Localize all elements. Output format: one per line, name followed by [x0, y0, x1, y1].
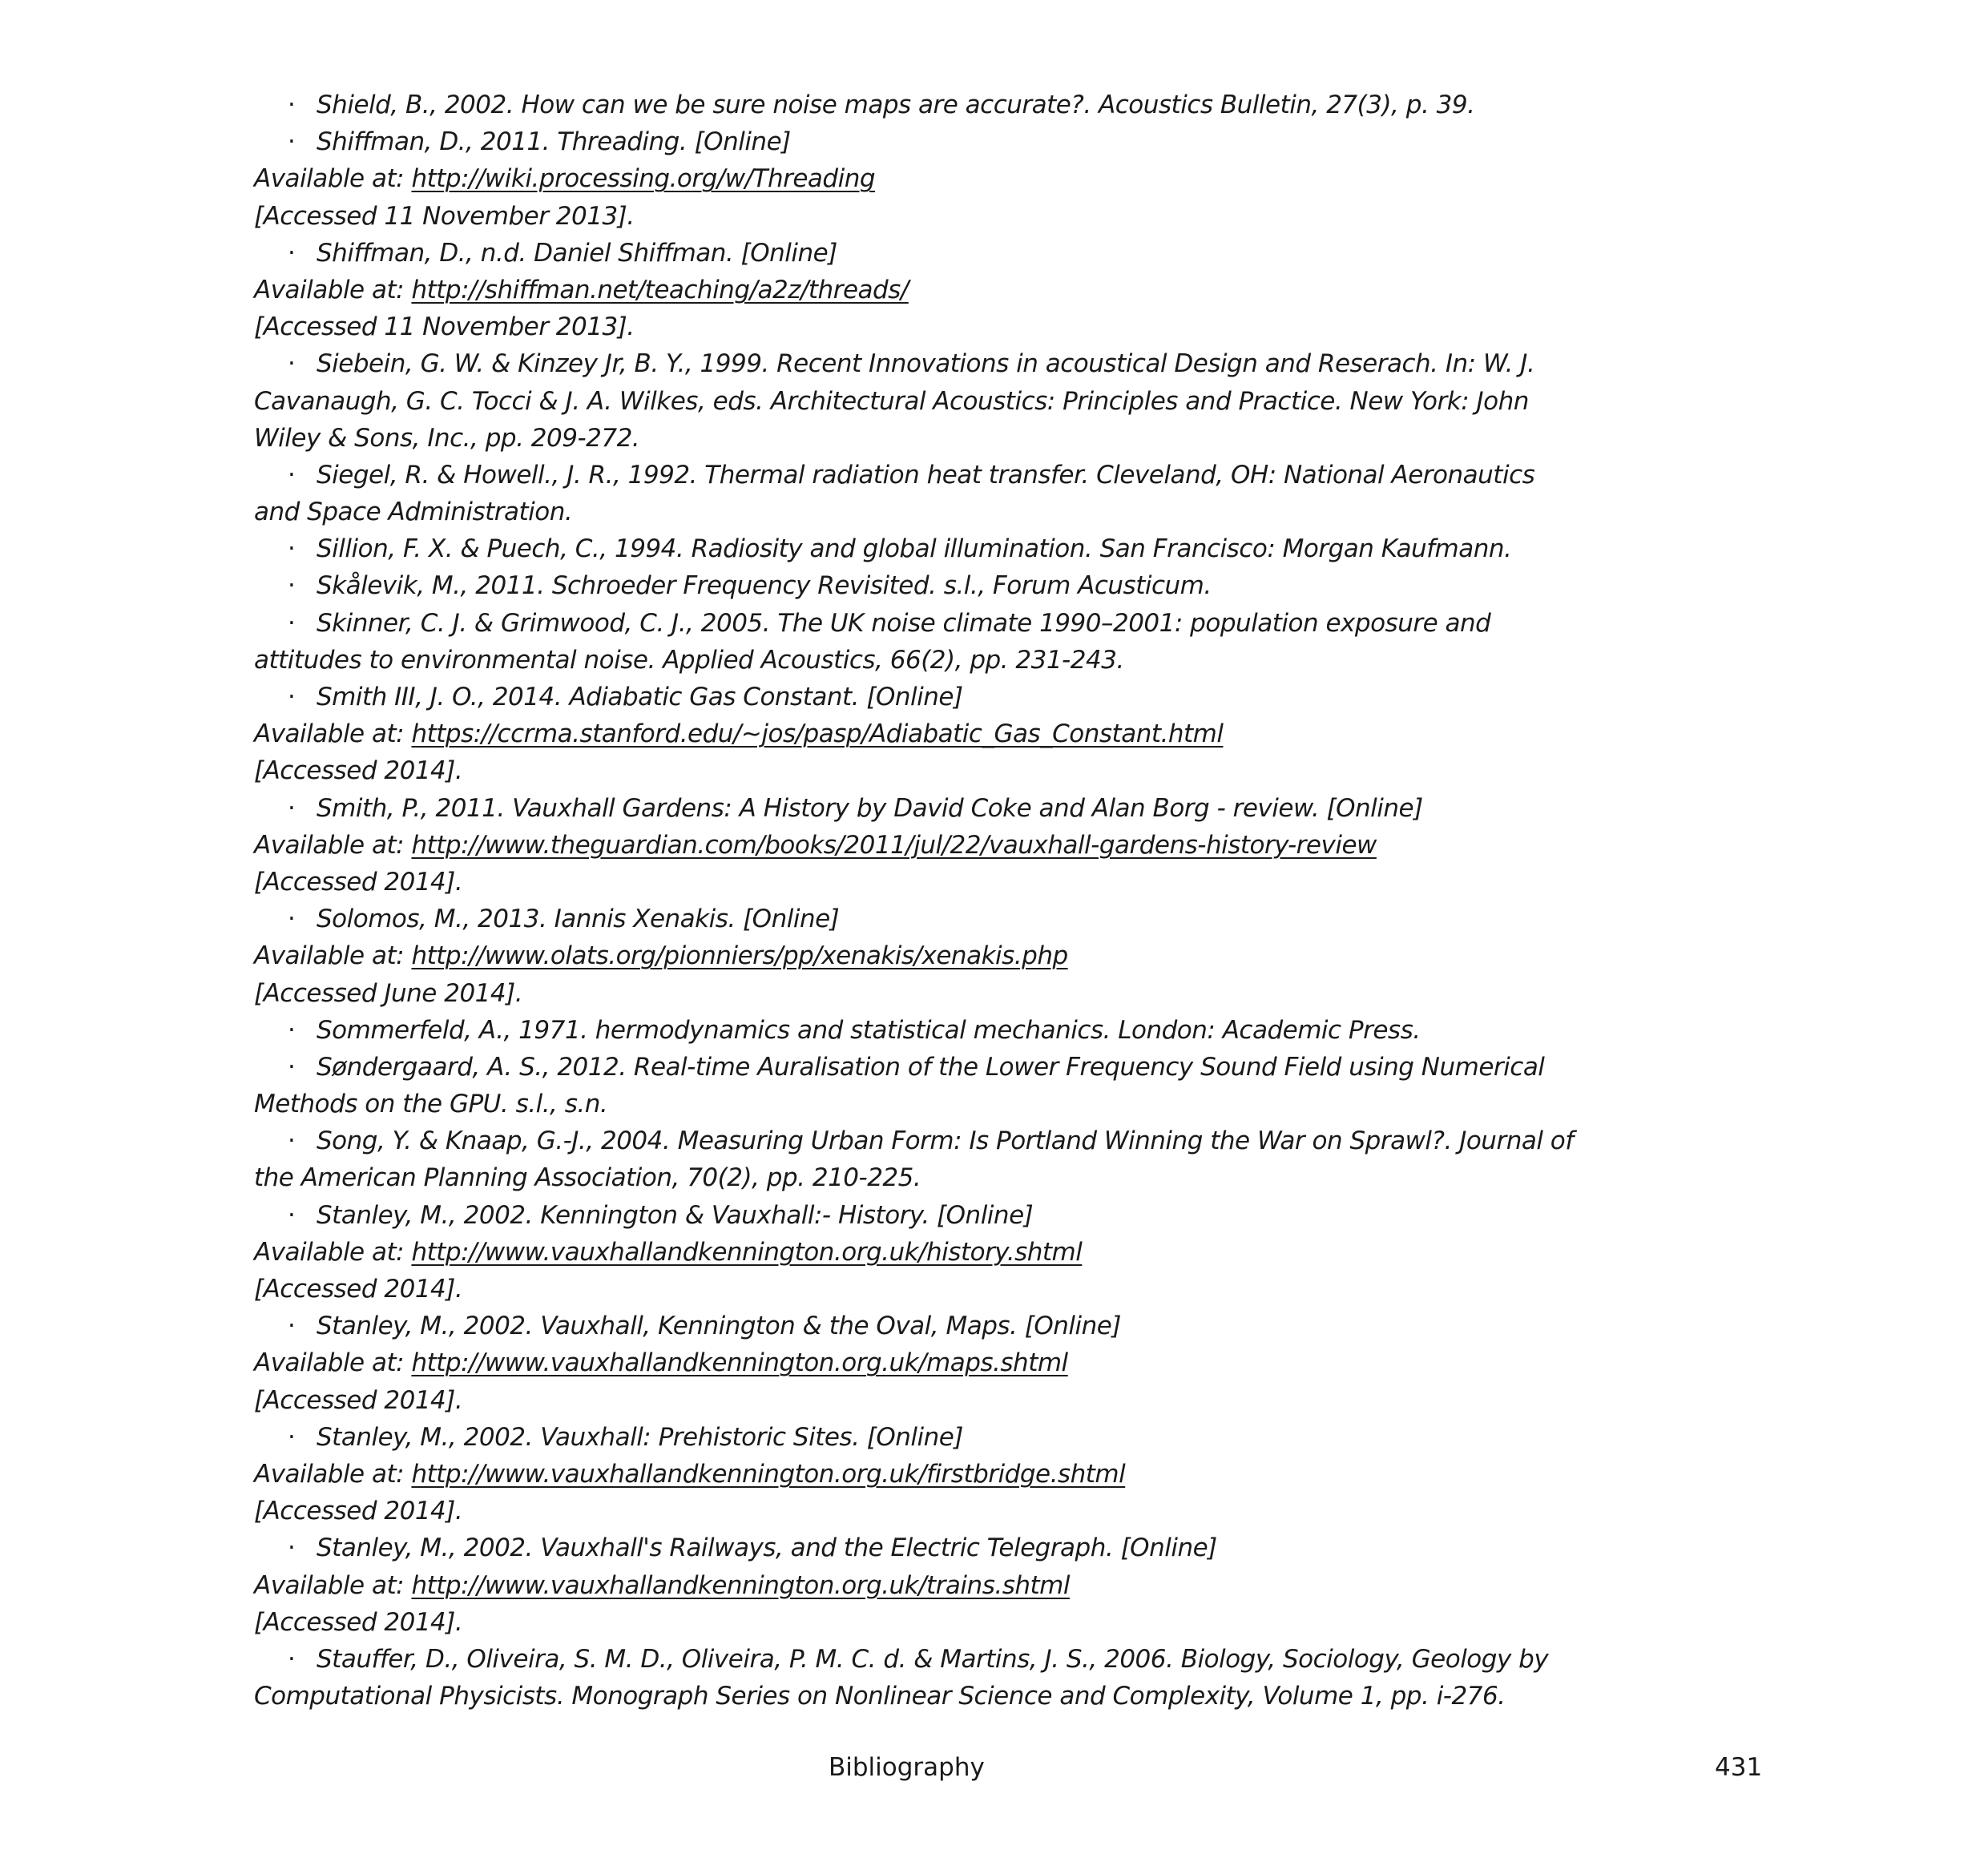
- reference-url-link[interactable]: http://www.vauxhallandkennington.org.uk/history.shtml: [411, 1237, 1083, 1267]
- reference-continuation: [254, 494, 1584, 530]
- reference-text: Søndergaard, A. S., 2012. Real-time Auralisation of the Lower Frequency Sound Field using Numerical: [317, 1052, 1545, 1082]
- available-at-label: Available at:: [254, 719, 412, 749]
- bullet-icon: ·: [288, 1533, 296, 1563]
- reference-url-link[interactable]: http://shiffman.net/teaching/a2z/threads/: [411, 275, 909, 304]
- reference-entry: [254, 1197, 1584, 1234]
- reference-availability-line: [254, 1456, 1584, 1493]
- reference-text: Sommerfeld, A., 1971. hermodynamics and statistical mechanics. London: Academic Press.: [317, 1015, 1421, 1045]
- reference-text: and Space Administration.: [254, 498, 573, 527]
- available-at-label: Available at:: [254, 1459, 412, 1489]
- bullet-icon: ·: [288, 460, 296, 490]
- reference-entry: [254, 87, 1584, 123]
- reference-continuation: [254, 1271, 1584, 1308]
- bullet-icon: ·: [288, 571, 296, 601]
- reference-text: Stauffer, D., Oliveira, S. M. D., Oliveira, P. M. C. d. & Martins, J. S., 2006. Biology, Sociology, Geology by: [317, 1644, 1549, 1674]
- bullet-icon: ·: [288, 534, 296, 564]
- bullet-icon: ·: [288, 1200, 296, 1230]
- reference-text: [Accessed 11 November 2013].: [254, 201, 635, 231]
- reference-text: [Accessed 2014].: [254, 756, 463, 786]
- reference-list: [254, 87, 1584, 1715]
- reference-continuation: [254, 308, 1584, 345]
- reference-availability-line: [254, 1567, 1584, 1604]
- reference-text: Sillion, F. X. & Puech, C., 1994. Radiosity and global illumination. San Francisco: Morgan Kaufmann.: [317, 534, 1512, 564]
- reference-continuation: [254, 1159, 1584, 1196]
- reference-url-link[interactable]: http://wiki.processing.org/w/Threading: [411, 164, 876, 194]
- reference-url-link[interactable]: http://www.theguardian.com/books/2011/jul/22/vauxhall-gardens-history-review: [411, 830, 1377, 860]
- bullet-icon: ·: [288, 1126, 296, 1156]
- bullet-icon: ·: [288, 1312, 296, 1341]
- reference-text: [Accessed 2014].: [254, 1497, 463, 1526]
- reference-continuation: [254, 1086, 1584, 1122]
- bullet-icon: ·: [288, 127, 296, 157]
- reference-text: Skinner, C. J. & Grimwood, C. J., 2005. The UK noise climate 1990–2001: population exposure and: [317, 608, 1491, 638]
- reference-availability-line: [254, 272, 1584, 308]
- reference-entry: [254, 1122, 1584, 1159]
- reference-url-link[interactable]: http://www.olats.org/pionniers/pp/xenakis/xenakis.php: [411, 941, 1068, 971]
- reference-text: [Accessed 11 November 2013].: [254, 312, 635, 342]
- reference-text: Siegel, R. & Howell., J. R., 1992. Thermal radiation heat transfer. Cleveland, OH: National Aeronautics: [317, 460, 1535, 490]
- reference-url-link[interactable]: http://www.vauxhallandkennington.org.uk/firstbridge.shtml: [411, 1459, 1126, 1489]
- reference-text: Stanley, M., 2002. Vauxhall's Railways, and the Electric Telegraph. [Online]: [317, 1533, 1217, 1563]
- available-at-label: Available at:: [254, 941, 412, 971]
- reference-text: Siebein, G. W. & Kinzey Jr, B. Y., 1999. Recent Innovations in acoustical Design and Reserach. In: W. J.: [317, 349, 1535, 379]
- reference-text: [Accessed 2014].: [254, 867, 463, 897]
- reference-text: [Accessed 2014].: [254, 1385, 463, 1415]
- available-at-label: Available at:: [254, 830, 412, 860]
- reference-entry: [254, 457, 1584, 494]
- reference-text: attitudes to environmental noise. Applied Acoustics, 66(2), pp. 231-243.: [254, 645, 1124, 675]
- bullet-icon: ·: [288, 1644, 296, 1674]
- page-number: 431: [1715, 1753, 1763, 1782]
- reference-text: Skålevik, M., 2011. Schroeder Frequency Revisited. s.l., Forum Acusticum.: [317, 571, 1212, 601]
- bullet-icon: ·: [288, 793, 296, 823]
- reference-entry: [254, 1529, 1584, 1566]
- reference-availability-line: [254, 1234, 1584, 1271]
- reference-text: Smith III, J. O., 2014. Adiabatic Gas Constant. [Online]: [317, 683, 963, 711]
- reference-entry: [254, 123, 1584, 160]
- reference-entry: [254, 345, 1584, 382]
- reference-availability-line: [254, 1344, 1584, 1381]
- reference-continuation: [254, 1493, 1584, 1529]
- footer-section-title: Bibliography: [829, 1753, 985, 1782]
- reference-text: [Accessed June 2014].: [254, 978, 523, 1008]
- reference-entry: [254, 530, 1584, 567]
- reference-text: [Accessed 2014].: [254, 1607, 463, 1637]
- reference-text: Methods on the GPU. s.l., s.n.: [254, 1090, 608, 1119]
- bullet-icon: ·: [288, 1015, 296, 1045]
- reference-url-link[interactable]: https://ccrma.stanford.edu/~jos/pasp/Adiabatic_Gas_Constant.html: [411, 719, 1224, 749]
- available-at-label: Available at:: [254, 164, 412, 194]
- reference-entry: [254, 901, 1584, 937]
- reference-availability-line: [254, 937, 1584, 974]
- bullet-icon: ·: [288, 349, 296, 379]
- bullet-icon: ·: [288, 91, 296, 119]
- reference-entry: [254, 679, 1584, 715]
- reference-continuation: [254, 752, 1584, 789]
- reference-text: the American Planning Association, 70(2), pp. 210-225.: [254, 1163, 921, 1193]
- reference-text: Stanley, M., 2002. Vauxhall: Prehistoric Sites. [Online]: [317, 1422, 963, 1452]
- reference-text: Cavanaugh, G. C. Tocci & J. A. Wilkes, eds. Architectural Acoustics: Principles and Practice. New York: John: [254, 386, 1529, 416]
- reference-url-link[interactable]: http://www.vauxhallandkennington.org.uk/maps.shtml: [411, 1348, 1068, 1378]
- reference-entry: [254, 235, 1584, 272]
- reference-text: [Accessed 2014].: [254, 1275, 463, 1304]
- reference-continuation: [254, 864, 1584, 901]
- reference-entry: [254, 1641, 1584, 1678]
- reference-entry: [254, 1308, 1584, 1344]
- available-at-label: Available at:: [254, 1237, 412, 1267]
- reference-text: Shiffman, D., 2011. Threading. [Online]: [317, 127, 791, 157]
- reference-continuation: [254, 642, 1584, 679]
- bullet-icon: ·: [288, 608, 296, 638]
- reference-continuation: [254, 1382, 1584, 1419]
- reference-text: Stanley, M., 2002. Vauxhall, Kennington & the Oval, Maps. [Online]: [317, 1312, 1121, 1341]
- available-at-label: Available at:: [254, 1570, 412, 1600]
- reference-text: Solomos, M., 2013. Iannis Xenakis. [Online]: [317, 905, 840, 934]
- reference-entry: [254, 790, 1584, 827]
- reference-text: Wiley & Sons, Inc., pp. 209-272.: [254, 423, 640, 453]
- reference-text: Shield, B., 2002. How can we be sure noise maps are accurate?. Acoustics Bulletin, 27(3), p. 39.: [317, 91, 1475, 119]
- available-at-label: Available at:: [254, 275, 412, 304]
- reference-availability-line: [254, 160, 1584, 197]
- reference-entry: [254, 1419, 1584, 1456]
- reference-continuation: [254, 1604, 1584, 1641]
- bullet-icon: ·: [288, 238, 296, 268]
- reference-entry: [254, 1012, 1584, 1049]
- reference-url-link[interactable]: http://www.vauxhallandkennington.org.uk/trains.shtml: [411, 1570, 1070, 1600]
- bullet-icon: ·: [288, 1052, 296, 1082]
- bullet-icon: ·: [288, 905, 296, 934]
- reference-entry: [254, 567, 1584, 604]
- reference-continuation: [254, 975, 1584, 1012]
- reference-continuation: [254, 383, 1584, 420]
- reference-entry: [254, 605, 1584, 642]
- reference-continuation: [254, 1678, 1584, 1715]
- reference-text: Stanley, M., 2002. Kennington & Vauxhall:- History. [Online]: [317, 1200, 1034, 1230]
- reference-entry: [254, 1049, 1584, 1086]
- reference-text: Shiffman, D., n.d. Daniel Shiffman. [Online]: [317, 238, 837, 268]
- reference-availability-line: [254, 715, 1584, 752]
- reference-availability-line: [254, 827, 1584, 864]
- bullet-icon: ·: [288, 683, 296, 711]
- reference-text: Song, Y. & Knaap, G.-J., 2004. Measuring Urban Form: Is Portland Winning the War on Sprawl?. Journal of: [317, 1126, 1574, 1156]
- bullet-icon: ·: [288, 1422, 296, 1452]
- reference-text: Computational Physicists. Monograph Series on Nonlinear Science and Complexity, Volume 1, pp. i-276.: [254, 1682, 1506, 1711]
- available-at-label: Available at:: [254, 1348, 412, 1378]
- reference-continuation: [254, 420, 1584, 457]
- reference-text: Smith, P., 2011. Vauxhall Gardens: A History by David Coke and Alan Borg - review. [Online]: [317, 793, 1423, 823]
- reference-continuation: [254, 198, 1584, 235]
